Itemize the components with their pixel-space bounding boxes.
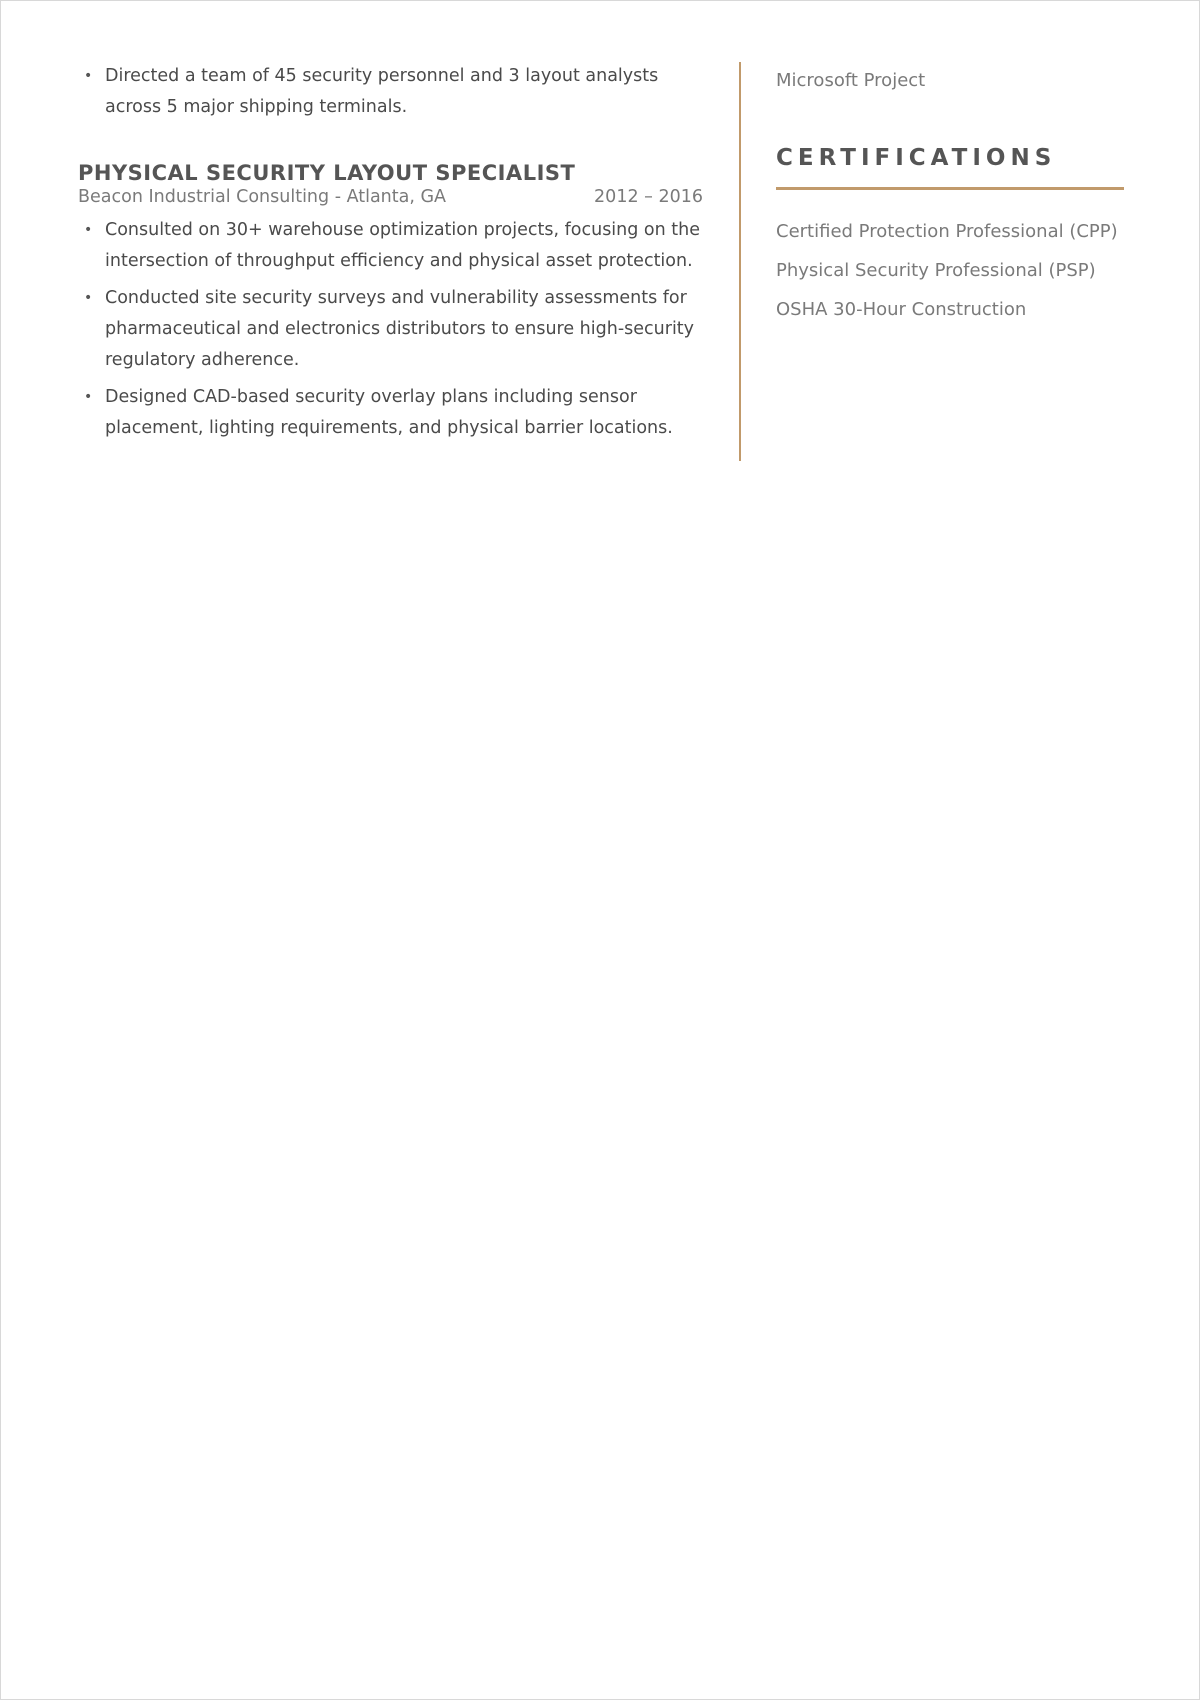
column-divider	[739, 62, 741, 461]
certification-item: Certified Protection Professional (CPP)	[776, 221, 1118, 242]
main-column	[78, 61, 703, 450]
previous-job-bullets	[78, 61, 703, 123]
sidebar-column	[776, 61, 1126, 329]
certifications-list	[776, 212, 1126, 329]
bullet-item	[78, 61, 703, 123]
bullet-dot-icon: •	[84, 68, 93, 84]
job-entry	[78, 161, 703, 444]
bullet-text: Consulted on 30+ warehouse optimization projects, focusing on the intersection of throughput efficiency and physical asset protection.	[105, 220, 701, 271]
certifications-heading: CERTIFICATIONS	[776, 145, 1057, 171]
job-meta	[78, 185, 703, 209]
bullet-item	[78, 283, 703, 376]
bullet-item	[78, 382, 703, 444]
bullet-dot-icon: •	[84, 290, 93, 306]
bullet-text: Designed CAD-based security overlay plans including sensor placement, lighting requirements, and physical barrier locations.	[105, 387, 673, 438]
bullet-item	[78, 215, 703, 277]
job-dates: 2012 – 2016	[594, 187, 703, 207]
section-divider	[776, 187, 1124, 190]
certification-item: OSHA 30-Hour Construction	[776, 299, 1027, 320]
job-company: Beacon Industrial Consulting - Atlanta, GA	[78, 187, 447, 207]
bullet-text: Conducted site security surveys and vulnerability assessments for pharmaceutical and electronics distributors to ensure high-security regulatory adherence.	[105, 288, 695, 370]
skill-item: Microsoft Project	[776, 70, 926, 91]
bullet-text: Directed a team of 45 security personnel and 3 layout analysts across 5 major shipping terminals.	[105, 66, 659, 117]
bullet-dot-icon: •	[84, 389, 93, 405]
bullet-dot-icon: •	[84, 222, 93, 238]
job-title: PHYSICAL SECURITY LAYOUT SPECIALIST	[78, 161, 576, 185]
certification-item: Physical Security Professional (PSP)	[776, 260, 1096, 281]
job-bullets	[78, 215, 703, 444]
